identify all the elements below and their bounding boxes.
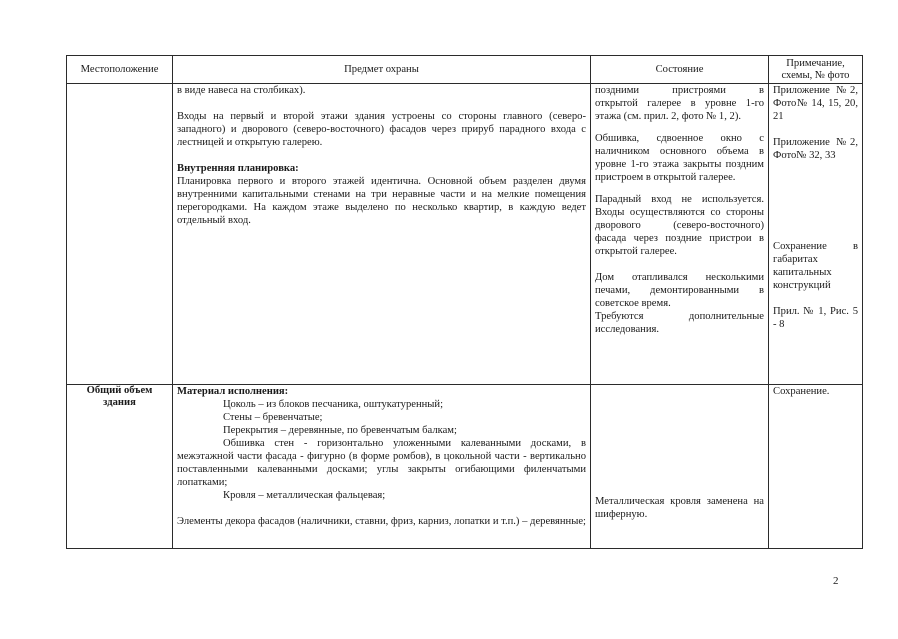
note-text: Сохранение в габаритах капитальных конструкций [773,241,858,291]
condition-text: поздними пристроями в [595,85,764,96]
header-note: Примечание, схемы, № фото [769,56,863,84]
subject-text: Кровля – металлическая фальцевая; [223,490,386,501]
note-text: Прил. № 1, Рис. 5 - 8 [773,306,858,330]
subject-text: Стены – бревенчатые; [223,412,323,423]
subject-heading: Внутренняя планировка: [177,163,299,174]
condition-text: открытой галерее в уровне 1-го этажа (см. прил. 2, фото № 1, 2). [595,98,764,122]
row1-note [769,84,863,385]
row1-condition [591,84,769,385]
subject-text: Планировка первого и второго этажей идентична. Основной объем разделен двумя внутренними капитальными стенами на три неравные части и на мелкие помещения перегородками. На каждом этаже выделено по несколько квартир, в каждую ведет отдельный вход. [177,176,586,226]
subject-text: Цоколь – из блоков песчаника, оштукатуренный; [223,399,444,410]
condition-text: Дом отапливался несколькими печами, демонтированными в советское время. [595,272,764,309]
header-row [67,56,863,84]
condition-text: Металлическая кровля заменена на шиферную. [595,496,764,520]
condition-text: Обшивка, сдвоенное окно с наличником основного объема в уровне 1-го этажа закрыты поздним пристроем в открытой галерее. [595,133,764,183]
condition-text: Парадный вход не используется. Входы осуществляются со стороны дворового (северо-восточного) фасада через поздние пристрои в открытой галерее. [595,194,764,257]
protection-table [66,55,863,549]
page-number: 2 [833,575,839,587]
note-text: Приложение №2, Фото№ 32, 33 [773,137,858,161]
header-subject: Предмет охраны [173,56,591,84]
header-location: Местоположение [67,56,173,84]
note-text: Приложение №2, Фото№ 14, 15, 20, 21 [773,85,858,122]
subject-text: в виде навеса на столбиках). [177,85,306,96]
subject-text: Обшивка стен - горизонтально уложенными калеванными досками, в межэтажной части фасада - фигурно (в форме ромбов), в цокольной части - вертикально поставленными калеванными досками; углы закрыты огибающими филенчатыми лопатками; [177,438,586,488]
row2-location: Общий объем здания [67,385,173,549]
row1-location [67,84,173,385]
row2-note [769,385,863,549]
row2-condition [591,385,769,549]
subject-text: Входы на первый и второй этажи здания устроены со стороны главного (северо-западного) и дворового (северо-восточного) фасадов через прируб парадного входа с лестницей и открытую галерею. [177,111,586,148]
table-row [67,84,863,385]
header-condition: Состояние [591,56,769,84]
note-text: Сохранение. [773,386,830,397]
condition-text: Требуются дополнительные исследования. [595,311,764,335]
table-row [67,385,863,549]
row2-subject [173,385,591,549]
subject-text: Элементы декора фасадов (наличники, ставни, фриз, карниз, лопатки и т.п.) – деревянные; [177,516,586,527]
subject-text: Перекрытия – деревянные, по бревенчатым балкам; [223,425,457,436]
row1-subject [173,84,591,385]
subject-heading: Материал исполнения: [177,386,289,397]
